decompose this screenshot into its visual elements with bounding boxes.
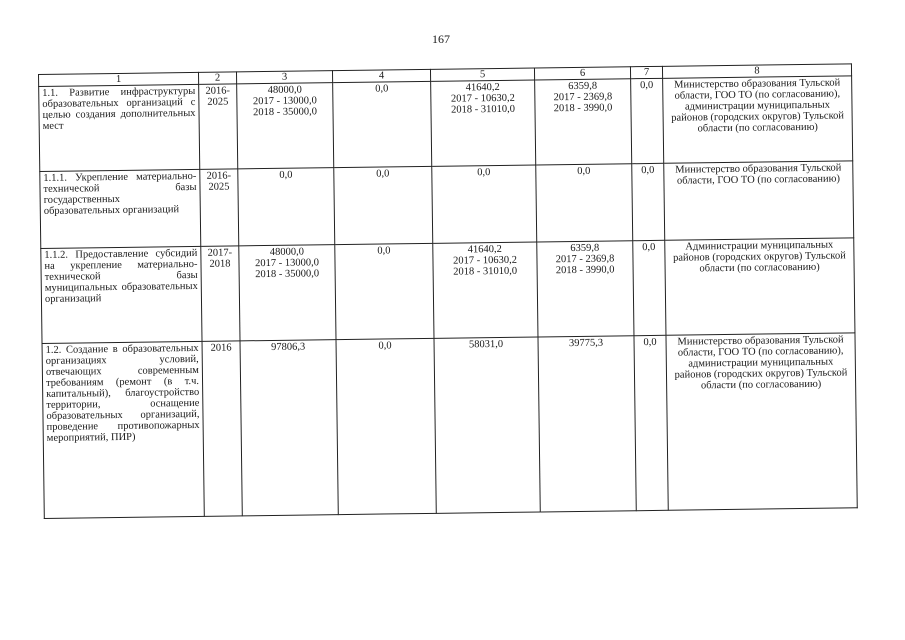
table-row	[40, 161, 854, 249]
activity-name: 1.1.1. Укрепление материально-технической базы государственных образовательных организаций	[40, 169, 201, 248]
period-cell: 2016-2025	[200, 169, 239, 246]
col5-cell	[434, 337, 540, 513]
col7-cell: 0,0	[634, 335, 668, 510]
col6-value: 6359,8 2017 - 2369,8 2018 - 3990,0	[553, 80, 613, 115]
table-row	[41, 238, 855, 344]
col6-value: 6359,8 2017 - 2369,8 2018 - 3990,0	[555, 242, 615, 277]
col5-cell	[432, 165, 537, 243]
column-header: 7	[630, 66, 662, 78]
period-cell: 2016-2025	[199, 84, 238, 169]
period-cell: 2017-2018	[201, 246, 240, 341]
column-header: 3	[236, 71, 332, 84]
col5-value: 41640,2 2017 - 10630,2 2018 - 31010,0	[450, 81, 516, 116]
activity-name: 1.1. Развитие инфраструктуры образовательных организаций с целью создания дополнительных мест	[39, 84, 200, 171]
table-container	[38, 63, 858, 519]
col5-value: 41640,2 2017 - 10630,2 2018 - 31010,0	[452, 243, 518, 278]
col6-cell	[536, 164, 633, 242]
activity-name: 1.2. Создание в образовательных организациях условий, отвечающих современным требованиям (ремонт (в т.ч. капитальный), благоустройство территории, оснащение образовательных организаций, проведение противопожарных мероприятий, ПИР)	[42, 341, 204, 518]
col4-cell: 0,0	[333, 81, 432, 167]
col4-cell: 0,0	[334, 166, 433, 244]
col7-cell: 0,0	[631, 78, 664, 163]
col6-cell	[538, 336, 636, 512]
total-cell	[240, 340, 338, 516]
column-header: 5	[430, 68, 534, 81]
col4-cell: 0,0	[335, 243, 434, 339]
page-number: 167	[432, 32, 450, 46]
period-cell: 2016	[202, 341, 242, 516]
total-value: 0,0	[279, 169, 293, 181]
total-value: 48000,0 2017 - 13000,0 2018 - 35000,0	[252, 84, 318, 119]
activity-name: 1.1.2. Предоставление субсидий на укрепление материально-технической базы муниципальных образовательных организаций	[41, 246, 202, 343]
program-activities-table	[38, 63, 858, 519]
column-header: 6	[534, 67, 630, 80]
executor-cell: Министерство образования Тульской области, ГОО ТО (по согласованию), администрации муниципальных районов (городских округов) Тульской области (по согласованию)	[666, 333, 857, 510]
column-header: 8	[662, 64, 851, 78]
col5-cell	[431, 80, 536, 166]
executor-cell: Администрации муниципальных районов (городских округов) Тульской области (по согласованию)	[665, 238, 855, 335]
column-header: 1	[39, 72, 199, 86]
executor-cell: Министерство образования Тульской области, ГОО ТО (по согласованию)	[664, 161, 854, 240]
col5-value: 0,0	[477, 167, 491, 179]
total-cell	[237, 83, 334, 169]
col7-cell: 0,0	[632, 163, 665, 240]
total-value: 48000,0 2017 - 13000,0 2018 - 35000,0	[254, 246, 320, 281]
col5-cell	[433, 242, 538, 338]
col6-cell	[535, 79, 632, 165]
col6-cell	[537, 241, 634, 337]
col6-value: 39775,3	[568, 337, 604, 350]
total-cell	[238, 168, 335, 246]
total-value: 97806,3	[270, 341, 306, 353]
table-row	[42, 333, 857, 519]
table-row	[39, 76, 853, 172]
col4-cell: 0,0	[336, 338, 436, 514]
col5-value: 58031,0	[468, 338, 504, 351]
column-header: 2	[198, 72, 236, 84]
col6-value: 0,0	[577, 165, 591, 177]
column-header: 4	[332, 69, 430, 82]
col7-cell: 0,0	[633, 240, 666, 335]
executor-cell: Министерство образования Тульской области, ГОО ТО (по согласованию), администрации муниципальных районов (городских округов) Тульской области (по согласованию)	[663, 76, 853, 163]
total-cell	[239, 245, 336, 341]
